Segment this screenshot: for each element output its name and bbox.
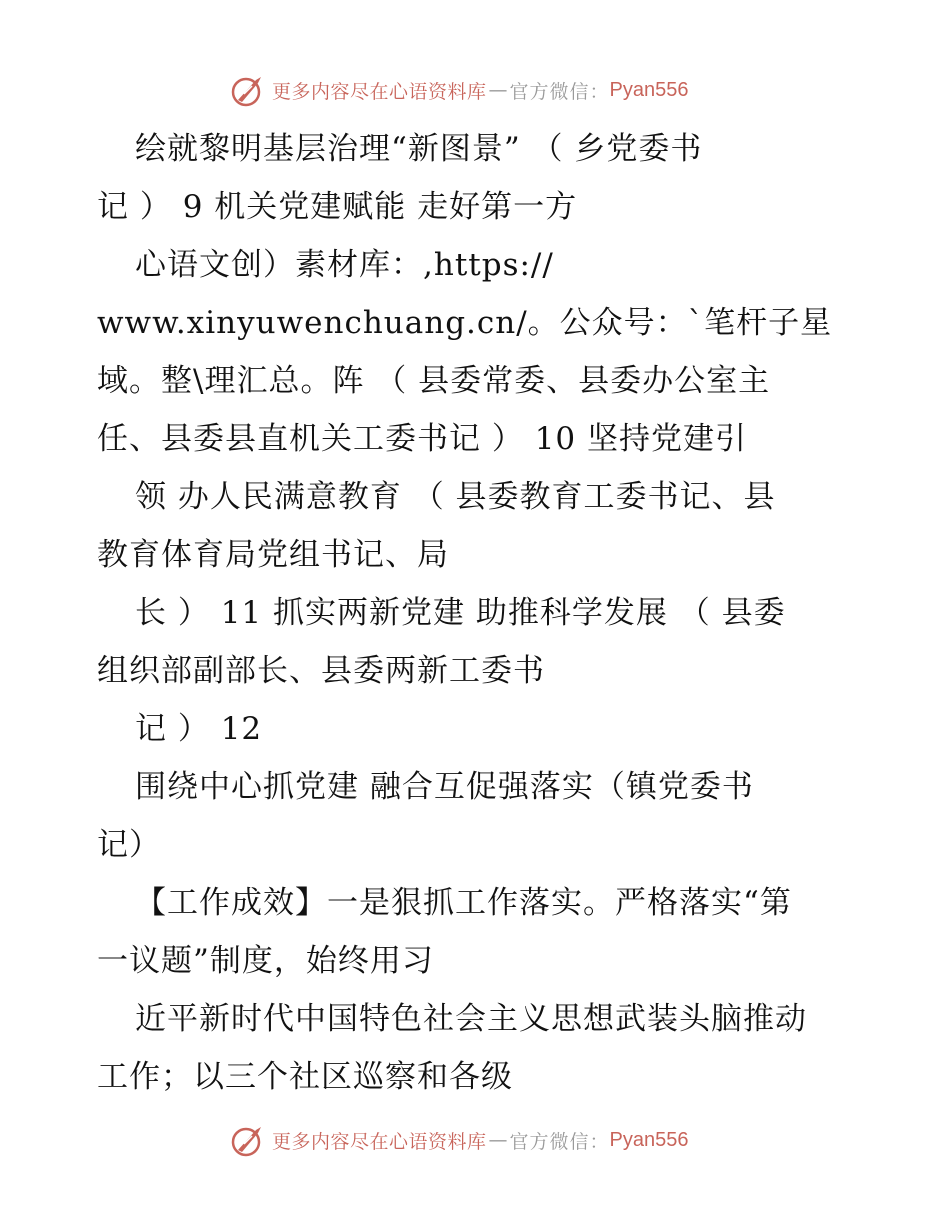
text-line: 记） xyxy=(97,827,161,863)
watermark-text: 更多内容尽在心语资料库 xyxy=(272,1130,487,1153)
watermark-dash: — xyxy=(488,1129,508,1151)
text-line: 记 ） 12 xyxy=(135,711,263,747)
document-body xyxy=(97,120,867,1106)
text-line: www.xinyuwenchuang.cn/。公众号：`笔杆子星 xyxy=(97,305,833,341)
text-line: 一议题”制度，始终用习 xyxy=(97,943,434,979)
text-line: 长 ） 11 抓实两新党建 助推科学发展 （ 县委 xyxy=(135,595,786,631)
watermark-banner-top xyxy=(230,70,689,110)
text-line: 绘就黎明基层治理“新图景” （ 乡党委书 xyxy=(135,131,703,167)
text-line: 领 办人民满意教育 （ 县委教育工委书记、县 xyxy=(135,479,776,515)
watermark-dash: — xyxy=(488,79,508,101)
text-line: 任、县委县直机关工委书记 ） 10 坚持党建引 xyxy=(97,421,748,457)
watermark-text: 更多内容尽在心语资料库 xyxy=(272,80,487,103)
text-line: 记 ） 9 机关党建赋能 走好第一方 xyxy=(97,189,578,225)
watermark-official-label: 官方微信： xyxy=(509,80,610,103)
text-line: 围绕中心抓党建 融合互促强落实（镇党委书 xyxy=(135,769,754,805)
watermark-banner-bottom xyxy=(230,1120,689,1160)
text-line: 心语文创）素材库：,https:// xyxy=(135,247,554,283)
quill-logo-icon xyxy=(230,72,266,108)
text-line: 教育体育局党组书记、局 xyxy=(97,537,449,573)
text-line: 域。整\理汇总。阵 （ 县委常委、县委办公室主 xyxy=(97,363,771,399)
text-line: 【工作成效】一是狠抓工作落实。严格落实“第 xyxy=(135,885,792,921)
text-line: 工作；以三个社区巡察和各级 xyxy=(97,1059,513,1095)
text-line: 组织部副部长、县委两新工委书 xyxy=(97,653,545,689)
text-line: 近平新时代中国特色社会主义思想武装头脑推动 xyxy=(135,1001,807,1037)
quill-logo-icon xyxy=(230,1122,266,1158)
watermark-wechat-id: Pyan556 xyxy=(609,78,689,101)
watermark-wechat-id: Pyan556 xyxy=(609,1128,689,1151)
watermark-official-label: 官方微信： xyxy=(509,1130,610,1153)
